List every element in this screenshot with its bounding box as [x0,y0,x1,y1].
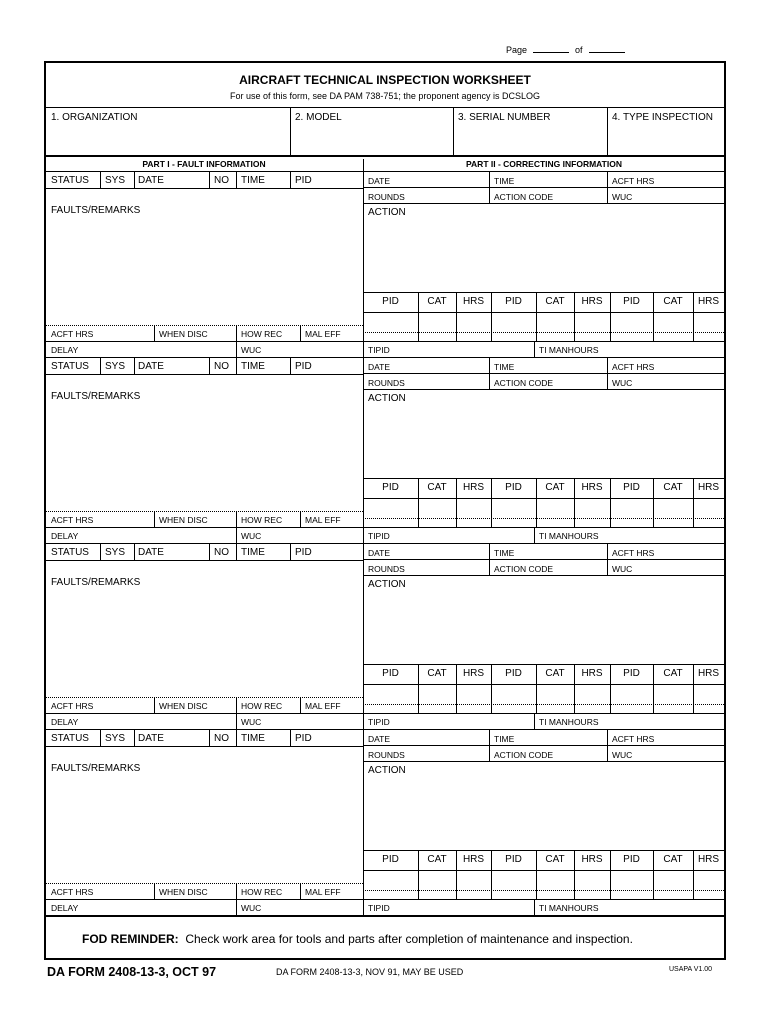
how-rec-field-4[interactable]: HOW REC [241,887,283,897]
divider [363,187,724,188]
grid-header-hrs: HRS [697,668,720,679]
no-field-1[interactable]: NO [214,175,229,186]
form-identifier: DA FORM 2408-13-3, OCT 97 [47,965,217,979]
acft-hrs-field-2[interactable]: ACFT HRS [51,515,94,525]
status-field-3[interactable]: STATUS [51,547,89,558]
status-field-1[interactable]: STATUS [51,175,89,186]
divider [300,511,301,527]
rounds-field-3[interactable]: ROUNDS [368,564,405,574]
divider [363,713,724,714]
rounds-field-1[interactable]: ROUNDS [368,192,405,202]
divider [209,729,210,746]
grid-header-pid: PID [505,668,522,679]
divider [607,543,608,575]
faults-remarks-field-1[interactable]: FAULTS/REMARKS [51,205,141,216]
page-number-line [506,45,631,55]
date-field-2[interactable]: DATE [138,361,164,372]
corr-wuc-field-4[interactable]: WUC [612,750,633,760]
ti-manhours-field-2[interactable]: TI MANHOURS [539,531,599,541]
ti-manhours-field-3[interactable]: TI MANHOURS [539,717,599,727]
action-code-field-1[interactable]: ACTION CODE [494,192,554,202]
divider [453,107,454,155]
divider [363,341,724,342]
divider [46,341,363,342]
divider [534,341,535,357]
grid-header-hrs: HRS [581,482,603,493]
divider [100,171,101,188]
divider [46,697,363,698]
divider [534,899,535,915]
action-code-field-3[interactable]: ACTION CODE [494,564,554,574]
ti-manhours-field-4[interactable]: TI MANHOURS [539,903,599,913]
type-inspection-field[interactable]: 4. TYPE INSPECTION [612,112,713,123]
divider [236,511,237,527]
status-field-4[interactable]: STATUS [51,733,89,744]
divider [100,729,101,746]
divider [46,915,724,917]
divider [236,729,237,746]
page-total-field[interactable] [589,45,625,53]
divider [607,729,608,761]
divider [300,883,301,899]
wuc-field-2[interactable]: WUC [241,531,262,541]
grid-header-cat: CAT [663,854,683,865]
delay-field-1[interactable]: DELAY [51,345,79,355]
divider [534,713,535,729]
corr-time-field-4[interactable]: TIME [494,734,515,744]
acft-hrs-field-4[interactable]: ACFT HRS [51,887,94,897]
divider [154,325,155,341]
divider [290,357,291,374]
divider [236,713,237,729]
grid-header-cat: CAT [545,854,565,865]
divider [46,746,363,747]
corr-acft-hrs-field-4[interactable]: ACFT HRS [612,734,655,744]
faults-remarks-field-3[interactable]: FAULTS/REMARKS [51,577,141,588]
divider [236,171,237,188]
grid-header-pid: PID [382,854,399,865]
fod-text: Check work area for tools and parts after completion of maintenance and inspection. [185,932,633,946]
delay-field-2[interactable]: DELAY [51,531,79,541]
model-field[interactable]: 2. MODEL [295,112,342,123]
action-code-field-2[interactable]: ACTION CODE [494,378,554,388]
corr-wuc-field-2[interactable]: WUC [612,378,633,388]
sys-field-2[interactable]: SYS [105,361,126,372]
divider [46,713,363,714]
divider [363,373,724,374]
corr-date-field-1[interactable]: DATE [368,176,391,186]
divider [363,761,724,762]
divider [100,543,101,560]
corr-acft-hrs-field-2[interactable]: ACFT HRS [612,362,655,372]
corr-time-field-2[interactable]: TIME [494,362,515,372]
divider [300,697,301,713]
action-field-3[interactable]: ACTION [368,579,406,590]
grid-header-cat: CAT [427,296,447,307]
divider [236,883,237,899]
divider [46,729,724,730]
faults-remarks-field-2[interactable]: FAULTS/REMARKS [51,391,141,402]
grid-header-pid: PID [505,854,522,865]
divider [236,899,237,915]
corr-wuc-field-3[interactable]: WUC [612,564,633,574]
divider [363,575,724,576]
corr-acft-hrs-field-1[interactable]: ACFT HRS [612,176,655,186]
wuc-field-1[interactable]: WUC [241,345,262,355]
how-rec-field-2[interactable]: HOW REC [241,515,283,525]
divider [363,389,724,390]
sys-field-3[interactable]: SYS [105,547,126,558]
grid-header-hrs: HRS [462,668,485,679]
divider [489,171,490,203]
when-disc-field-2[interactable]: WHEN DISC [159,515,208,525]
divider [236,543,237,560]
grid-header-pid: PID [623,296,640,307]
grid-header-hrs: HRS [581,296,603,307]
divider [46,899,724,900]
divider [134,543,135,560]
divider [154,511,155,527]
grid-header-cat: CAT [427,668,447,679]
divider [534,527,535,543]
grid-header-hrs: HRS [697,854,720,865]
date-field-3[interactable]: DATE [138,547,164,558]
time-field-3[interactable]: TIME [241,547,265,558]
divider [236,697,237,713]
divider [46,543,724,544]
how-rec-field-1[interactable]: HOW REC [241,329,283,339]
divider [236,357,237,374]
corr-date-field-2[interactable]: DATE [368,362,391,372]
divider [290,107,291,155]
grid-header-cat: CAT [545,668,565,679]
divider [46,511,363,512]
page-number-field[interactable] [533,45,569,53]
grid-header-hrs: HRS [462,296,485,307]
faults-remarks-field-4[interactable]: FAULTS/REMARKS [51,763,141,774]
corr-time-field-1[interactable]: TIME [494,176,515,186]
rounds-field-2[interactable]: ROUNDS [368,378,405,388]
grid-header-cat: CAT [545,296,565,307]
divider [100,357,101,374]
wuc-field-4[interactable]: WUC [241,903,262,913]
no-field-3[interactable]: NO [214,547,229,558]
grid-header-pid: PID [505,482,522,493]
page-label: Page [506,45,528,55]
grid-header-pid: PID [623,482,640,493]
divider [134,729,135,746]
no-field-2[interactable]: NO [214,361,229,372]
acft-hrs-field-3[interactable]: ACFT HRS [51,701,94,711]
grid-header-hrs: HRS [697,296,720,307]
divider [209,357,210,374]
status-field-2[interactable]: STATUS [51,361,89,372]
divider [489,729,490,761]
corr-date-field-4[interactable]: DATE [368,734,391,744]
tipid-field-1[interactable]: TIPID [368,345,390,355]
divider [236,527,237,543]
sys-field-4[interactable]: SYS [105,733,126,744]
grid-header-hrs: HRS [581,854,603,865]
grid-header-pid: PID [382,482,399,493]
action-field-4[interactable]: ACTION [368,765,406,776]
grid-header-pid: PID [505,296,522,307]
divider [489,543,490,575]
divider [46,107,724,108]
tipid-field-3[interactable]: TIPID [368,717,390,727]
divider [46,325,363,326]
action-code-field-4[interactable]: ACTION CODE [494,750,554,760]
divider [46,357,724,358]
grid-header-pid: PID [623,668,640,679]
divider [154,697,155,713]
when-disc-field-4[interactable]: WHEN DISC [159,887,208,897]
divider [46,560,363,561]
delay-field-4[interactable]: DELAY [51,903,79,913]
supersedes-note: DA FORM 2408-13-3, NOV 91, MAY BE USED [276,967,464,977]
divider [300,325,301,341]
pid-field-1[interactable]: PID [295,175,312,186]
grid-header-pid: PID [623,854,640,865]
serial-number-field[interactable]: 3. SERIAL NUMBER [458,112,551,123]
divider [363,203,724,204]
tipid-field-2[interactable]: TIPID [368,531,390,541]
divider [134,357,135,374]
divider [363,527,724,528]
time-field-4[interactable]: TIME [241,733,265,744]
ti-manhours-field-1[interactable]: TI MANHOURS [539,345,599,355]
acft-hrs-field-1[interactable]: ACFT HRS [51,329,94,339]
part2-title: PART II - CORRECTING INFORMATION [466,159,622,169]
divider [46,883,363,884]
mal-eff-field-1[interactable]: MAL EFF [305,329,341,339]
grid-header-hrs: HRS [462,854,485,865]
part-divider [363,159,364,915]
no-field-4[interactable]: NO [214,733,229,744]
wuc-field-3[interactable]: WUC [241,717,262,727]
form-subtitle: For use of this form, see DA PAM 738-751; the proponent agency is DCSLOG [230,91,540,101]
divider [607,171,608,203]
organization-field[interactable]: 1. ORGANIZATION [51,112,138,123]
fod-reminder [82,932,633,946]
sys-field-1[interactable]: SYS [105,175,126,186]
mal-eff-field-4[interactable]: MAL EFF [305,887,341,897]
tipid-field-4[interactable]: TIPID [368,903,390,913]
grid-header-hrs: HRS [581,668,603,679]
divider [209,171,210,188]
worksheet-form [44,61,726,960]
fod-label: FOD REMINDER: [82,932,179,946]
grid-header-pid: PID [382,668,399,679]
divider [363,745,724,746]
divider [236,341,237,357]
action-field-2[interactable]: ACTION [368,393,406,404]
divider [607,357,608,389]
grid-header-hrs: HRS [697,482,720,493]
divider [290,729,291,746]
time-field-1[interactable]: TIME [241,175,265,186]
rounds-field-4[interactable]: ROUNDS [368,750,405,760]
divider [290,171,291,188]
pid-field-2[interactable]: PID [295,361,312,372]
of-label: of [575,45,583,55]
time-field-2[interactable]: TIME [241,361,265,372]
divider [489,357,490,389]
divider [154,883,155,899]
when-disc-field-3[interactable]: WHEN DISC [159,701,208,711]
date-field-4[interactable]: DATE [138,733,164,744]
part1-title: PART I - FAULT INFORMATION [142,159,266,169]
grid-header-hrs: HRS [462,482,485,493]
grid-header-cat: CAT [663,668,683,679]
pid-field-4[interactable]: PID [295,733,312,744]
when-disc-field-1[interactable]: WHEN DISC [159,329,208,339]
corr-acft-hrs-field-3[interactable]: ACFT HRS [612,548,655,558]
divider [363,559,724,560]
action-field-1[interactable]: ACTION [368,207,406,218]
date-field-1[interactable]: DATE [138,175,164,186]
corr-wuc-field-1[interactable]: WUC [612,192,633,202]
divider [134,171,135,188]
corr-time-field-3[interactable]: TIME [494,548,515,558]
grid-header-pid: PID [382,296,399,307]
divider [209,543,210,560]
grid-header-cat: CAT [545,482,565,493]
grid-header-cat: CAT [663,296,683,307]
version-label: USAPA V1.00 [669,966,713,973]
divider [607,107,608,155]
divider [46,374,363,375]
divider [46,188,363,189]
divider [46,527,363,528]
divider [290,543,291,560]
form-title: AIRCRAFT TECHNICAL INSPECTION WORKSHEET [239,73,531,87]
corr-date-field-3[interactable]: DATE [368,548,391,558]
grid-header-cat: CAT [427,854,447,865]
mal-eff-field-2[interactable]: MAL EFF [305,515,341,525]
divider [46,171,724,172]
delay-field-3[interactable]: DELAY [51,717,79,727]
divider [236,325,237,341]
pid-field-3[interactable]: PID [295,547,312,558]
grid-header-cat: CAT [663,482,683,493]
how-rec-field-3[interactable]: HOW REC [241,701,283,711]
grid-header-cat: CAT [427,482,447,493]
divider [46,155,724,157]
mal-eff-field-3[interactable]: MAL EFF [305,701,341,711]
